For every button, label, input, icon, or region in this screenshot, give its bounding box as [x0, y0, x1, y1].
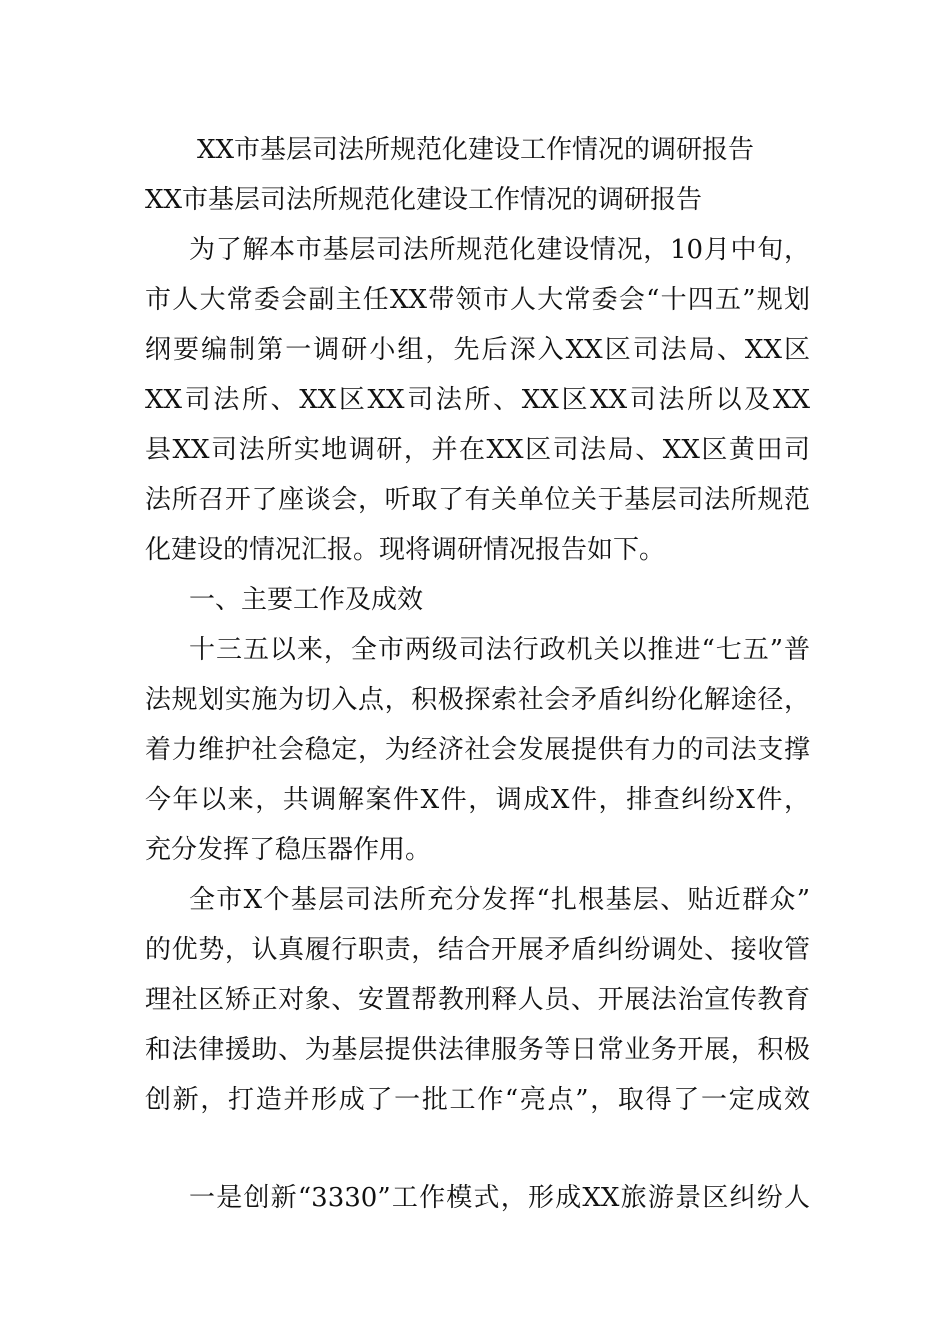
body-line: 的优势，认真履行职责，结合开展矛盾纠纷调处、接收管: [145, 935, 810, 965]
body-line: 今年以来，共调解案件X件，调成X件，排查纠纷X件，: [145, 785, 810, 815]
body-line: 充分发挥了稳压器作用。: [145, 835, 432, 865]
body-line: XX司法所、XX区XX司法所、XX区XX司法所以及XX: [145, 385, 810, 415]
document-title: XX市基层司法所规范化建设工作情况的调研报告: [197, 135, 755, 165]
body-line: 创新，打造并形成了一批工作“亮点”，取得了一定成效: [145, 1085, 810, 1115]
body-line: 县XX司法所实地调研，并在XX区司法局、XX区黄田司: [145, 435, 810, 465]
body-line: 市人大常委会副主任XX带领市人大常委会“十四五”规划: [145, 285, 810, 315]
section-heading: 一、主要工作及成效: [189, 585, 424, 615]
body-line: 化建设的情况汇报。现将调研情况报告如下。: [145, 535, 666, 565]
body-line: 全市X个基层司法所充分发挥“扎根基层、贴近群众”: [189, 885, 810, 915]
body-line: 理社区矫正对象、安置帮教刑释人员、开展法治宣传教育: [145, 985, 810, 1015]
document-subtitle: XX市基层司法所规范化建设工作情况的调研报告: [145, 185, 703, 215]
body-line: 十三五以来，全市两级司法行政机关以推进“七五”普: [189, 635, 810, 665]
body-line: 和法律援助、为基层提供法律服务等日常业务开展，积极: [145, 1035, 810, 1065]
body-line: 一是创新“3330”工作模式，形成XX旅游景区纠纷人: [189, 1183, 810, 1213]
body-line: 为了解本市基层司法所规范化建设情况，10月中旬，: [189, 235, 810, 265]
body-line: 法规划实施为切入点，积极探索社会矛盾纠纷化解途径，: [145, 685, 810, 715]
body-line: 纲要编制第一调研小组，先后深入XX区司法局、XX区: [145, 335, 810, 365]
body-line: 法所召开了座谈会，听取了有关单位关于基层司法所规范: [145, 485, 810, 515]
body-line: 着力维护社会稳定，为经济社会发展提供有力的司法支撑: [145, 735, 810, 765]
